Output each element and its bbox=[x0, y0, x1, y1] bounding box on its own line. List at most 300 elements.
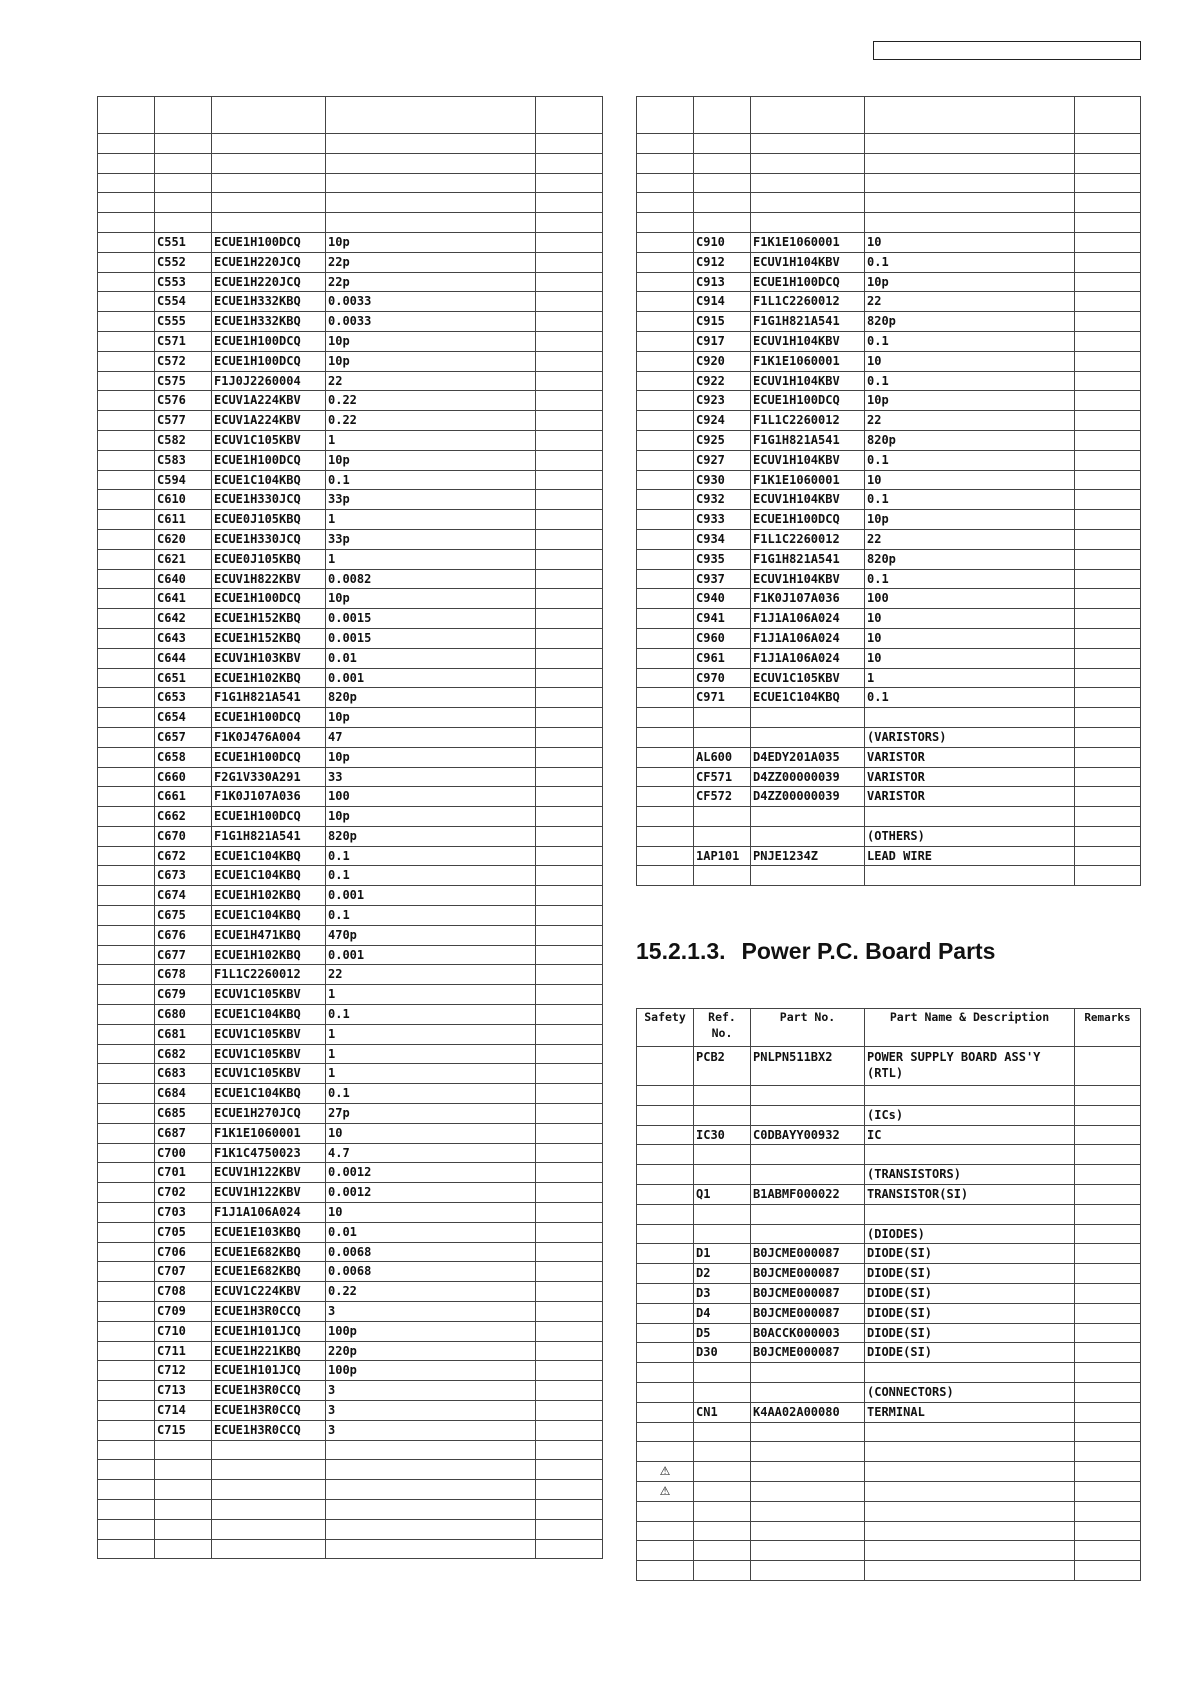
remarks-cell bbox=[536, 331, 603, 351]
safety-cell bbox=[637, 1422, 694, 1442]
remarks-cell bbox=[536, 1242, 603, 1262]
ref-no-cell: C662 bbox=[155, 807, 212, 827]
table-row bbox=[637, 569, 1141, 589]
table-row bbox=[637, 292, 1141, 312]
blank-cell bbox=[637, 213, 694, 233]
section-heading bbox=[636, 938, 995, 965]
table-row bbox=[98, 807, 603, 827]
remarks-cell bbox=[536, 985, 603, 1005]
table-row bbox=[637, 1382, 1141, 1402]
description-cell: 0.22 bbox=[326, 391, 536, 411]
safety-cell bbox=[637, 1244, 694, 1264]
blank-cell bbox=[98, 1460, 155, 1480]
remarks-cell bbox=[1075, 628, 1141, 648]
blank-cell bbox=[326, 1519, 536, 1539]
ref-no-cell: C644 bbox=[155, 648, 212, 668]
description-cell: 0.0012 bbox=[326, 1163, 536, 1183]
table-row bbox=[98, 1084, 603, 1104]
description-cell: 3 bbox=[326, 1302, 536, 1322]
ref-no-cell: 1AP101 bbox=[694, 846, 751, 866]
blank-row bbox=[637, 173, 1141, 193]
ref-no-cell: C643 bbox=[155, 628, 212, 648]
power-board-parts-table bbox=[636, 1008, 1141, 1581]
remarks-cell bbox=[1075, 787, 1141, 807]
description-cell: 1 bbox=[326, 1064, 536, 1084]
ref-no-cell: C682 bbox=[155, 1044, 212, 1064]
safety-cell bbox=[637, 1501, 694, 1521]
ref-no-cell: C940 bbox=[694, 589, 751, 609]
table-row bbox=[637, 450, 1141, 470]
description-cell: 0.22 bbox=[326, 1282, 536, 1302]
table-row bbox=[637, 1086, 1141, 1106]
safety-cell bbox=[98, 490, 155, 510]
safety-cell bbox=[98, 787, 155, 807]
blank-cell bbox=[536, 1440, 603, 1460]
safety-cell bbox=[98, 589, 155, 609]
remarks-cell bbox=[536, 1341, 603, 1361]
safety-cell bbox=[98, 1361, 155, 1381]
table-row bbox=[98, 1401, 603, 1421]
safety-cell bbox=[637, 1105, 694, 1125]
description-cell: 0.0082 bbox=[326, 569, 536, 589]
part-no-cell: D4ZZ00000039 bbox=[751, 787, 865, 807]
table-row bbox=[637, 1224, 1141, 1244]
table-row bbox=[98, 589, 603, 609]
table-row bbox=[637, 371, 1141, 391]
table-row bbox=[98, 1381, 603, 1401]
safety-cell bbox=[98, 826, 155, 846]
part-no-cell: F2G1V330A291 bbox=[212, 767, 326, 787]
description-cell: DIODE(SI) bbox=[865, 1343, 1075, 1363]
part-no-cell: ECUE1H100DCQ bbox=[751, 510, 865, 530]
safety-cell bbox=[98, 391, 155, 411]
safety-cell bbox=[637, 668, 694, 688]
ref-no-cell: D3 bbox=[694, 1283, 751, 1303]
remarks-cell bbox=[536, 312, 603, 332]
table-row bbox=[637, 391, 1141, 411]
part-no-cell: ECUE1H3R0CCQ bbox=[212, 1401, 326, 1421]
description-cell: 0.1 bbox=[865, 331, 1075, 351]
ref-no-cell: C611 bbox=[155, 510, 212, 530]
table-row bbox=[98, 490, 603, 510]
description-cell: DIODE(SI) bbox=[865, 1303, 1075, 1323]
part-no-cell: ECUV1C105KBV bbox=[212, 430, 326, 450]
safety-cell bbox=[98, 331, 155, 351]
safety-cell bbox=[98, 1104, 155, 1124]
safety-cell bbox=[637, 708, 694, 728]
part-no-cell: F1K1E1060001 bbox=[212, 1123, 326, 1143]
table-header-row bbox=[637, 97, 1141, 134]
table-row bbox=[637, 1264, 1141, 1284]
description-cell: 100p bbox=[326, 1321, 536, 1341]
table-row bbox=[98, 331, 603, 351]
blank-row bbox=[637, 213, 1141, 233]
table-row bbox=[637, 1541, 1141, 1561]
ref-no-cell: PCB2 bbox=[694, 1047, 751, 1086]
ref-no-cell: C673 bbox=[155, 866, 212, 886]
table-row bbox=[98, 1044, 603, 1064]
ref-no-cell bbox=[694, 866, 751, 886]
safety-cell bbox=[637, 688, 694, 708]
blank-cell bbox=[751, 213, 865, 233]
ref-no-cell: C970 bbox=[694, 668, 751, 688]
safety-cell bbox=[637, 351, 694, 371]
blank-cell bbox=[751, 134, 865, 154]
description-cell: 1 bbox=[865, 668, 1075, 688]
description-cell bbox=[865, 1363, 1075, 1383]
blank-cell bbox=[98, 173, 155, 193]
table-row bbox=[637, 1204, 1141, 1224]
table-row bbox=[98, 945, 603, 965]
header-remarks: Remarks bbox=[1075, 1009, 1141, 1047]
table-row bbox=[98, 1005, 603, 1025]
table-row bbox=[98, 1361, 603, 1381]
description-cell: 3 bbox=[326, 1381, 536, 1401]
safety-cell bbox=[98, 292, 155, 312]
part-no-cell: ECUE1E103KBQ bbox=[212, 1222, 326, 1242]
safety-cell bbox=[98, 708, 155, 728]
blank-cell bbox=[212, 1519, 326, 1539]
description-cell: 47 bbox=[326, 727, 536, 747]
safety-cell bbox=[98, 846, 155, 866]
table-row bbox=[637, 1481, 1141, 1501]
safety-cell bbox=[637, 807, 694, 827]
remarks-cell bbox=[536, 272, 603, 292]
part-no-cell: ECUE1H330JCQ bbox=[212, 490, 326, 510]
description-cell: VARISTOR bbox=[865, 787, 1075, 807]
description-cell: 22 bbox=[326, 965, 536, 985]
header-cell bbox=[155, 97, 212, 134]
description-cell: 1 bbox=[326, 510, 536, 530]
table-row bbox=[637, 826, 1141, 846]
part-no-cell: D4ZZ00000039 bbox=[751, 767, 865, 787]
description-cell: 10p bbox=[326, 351, 536, 371]
safety-cell bbox=[637, 1204, 694, 1224]
table-row bbox=[637, 609, 1141, 629]
ref-no-cell bbox=[694, 1224, 751, 1244]
description-cell: 1 bbox=[326, 549, 536, 569]
remarks-cell bbox=[1075, 272, 1141, 292]
table-row bbox=[98, 906, 603, 926]
blank-cell bbox=[637, 153, 694, 173]
safety-cell bbox=[98, 1341, 155, 1361]
ref-no-cell: C572 bbox=[155, 351, 212, 371]
ref-no-cell: C711 bbox=[155, 1341, 212, 1361]
blank-cell bbox=[212, 1539, 326, 1559]
safety-cell bbox=[98, 371, 155, 391]
ref-no-cell: C708 bbox=[155, 1282, 212, 1302]
remarks-cell bbox=[1075, 708, 1141, 728]
ref-no-cell: C709 bbox=[155, 1302, 212, 1322]
blank-cell bbox=[98, 1480, 155, 1500]
description-cell: 0.1 bbox=[326, 846, 536, 866]
header-cell bbox=[751, 97, 865, 134]
header-cell bbox=[326, 97, 536, 134]
ref-no-cell: C620 bbox=[155, 529, 212, 549]
ref-no-cell: C654 bbox=[155, 708, 212, 728]
safety-cell bbox=[637, 866, 694, 886]
blank-cell bbox=[536, 153, 603, 173]
safety-cell bbox=[98, 510, 155, 530]
blank-cell bbox=[98, 213, 155, 233]
ref-no-cell: C707 bbox=[155, 1262, 212, 1282]
ref-no-cell: C651 bbox=[155, 668, 212, 688]
ref-no-cell: CN1 bbox=[694, 1402, 751, 1422]
table-row bbox=[98, 648, 603, 668]
ref-no-cell: C554 bbox=[155, 292, 212, 312]
safety-cell bbox=[98, 1282, 155, 1302]
part-no-cell: F1J1A106A024 bbox=[751, 609, 865, 629]
ref-no-cell: C583 bbox=[155, 450, 212, 470]
part-no-cell: F1L1C2260012 bbox=[751, 292, 865, 312]
blank-cell bbox=[536, 213, 603, 233]
header-part-no: Part No. bbox=[751, 1009, 865, 1047]
blank-cell bbox=[212, 134, 326, 154]
part-no-cell: ECUV1A224KBV bbox=[212, 391, 326, 411]
ref-no-cell bbox=[694, 1422, 751, 1442]
table-row bbox=[98, 1242, 603, 1262]
header-cell bbox=[536, 97, 603, 134]
remarks-cell bbox=[1075, 232, 1141, 252]
description-cell: VARISTOR bbox=[865, 747, 1075, 767]
part-no-cell: ECUV1C105KBV bbox=[751, 668, 865, 688]
safety-cell bbox=[98, 1302, 155, 1322]
part-no-cell: ECUV1H104KBV bbox=[751, 450, 865, 470]
table-row bbox=[98, 312, 603, 332]
safety-cell bbox=[98, 747, 155, 767]
ref-no-cell: C705 bbox=[155, 1222, 212, 1242]
description-cell: (VARISTORS) bbox=[865, 727, 1075, 747]
table-row bbox=[637, 1422, 1141, 1442]
blank-cell bbox=[155, 193, 212, 213]
blank-cell bbox=[155, 1480, 212, 1500]
description-cell: 0.1 bbox=[865, 371, 1075, 391]
table-row bbox=[637, 1363, 1141, 1383]
blank-cell bbox=[98, 1499, 155, 1519]
part-no-cell: ECUE1H471KBQ bbox=[212, 925, 326, 945]
table-row bbox=[98, 866, 603, 886]
table-row bbox=[637, 252, 1141, 272]
remarks-cell bbox=[536, 787, 603, 807]
part-no-cell: C0DBAYY00932 bbox=[751, 1125, 865, 1145]
description-cell: 0.0015 bbox=[326, 609, 536, 629]
part-no-cell: F1K0J476A004 bbox=[212, 727, 326, 747]
part-no-cell: F1J0J2260004 bbox=[212, 371, 326, 391]
ref-no-cell: C642 bbox=[155, 609, 212, 629]
description-cell bbox=[865, 1442, 1075, 1462]
remarks-cell bbox=[536, 1044, 603, 1064]
description-cell: 0.001 bbox=[326, 668, 536, 688]
ref-no-cell: C923 bbox=[694, 391, 751, 411]
safety-cell bbox=[637, 1541, 694, 1561]
description-cell: 22 bbox=[865, 529, 1075, 549]
part-no-cell: ECUE1E682KBQ bbox=[212, 1242, 326, 1262]
remarks-cell bbox=[1075, 549, 1141, 569]
safety-cell bbox=[637, 1323, 694, 1343]
table-row bbox=[637, 1521, 1141, 1541]
blank-cell bbox=[155, 1519, 212, 1539]
description-cell: 0.0033 bbox=[326, 312, 536, 332]
remarks-cell bbox=[536, 945, 603, 965]
table-row bbox=[98, 272, 603, 292]
blank-cell bbox=[694, 173, 751, 193]
ref-no-cell bbox=[694, 1481, 751, 1501]
safety-cell bbox=[98, 628, 155, 648]
blank-cell bbox=[637, 134, 694, 154]
table-row bbox=[98, 668, 603, 688]
part-no-cell: ECUE1H3R0CCQ bbox=[212, 1381, 326, 1401]
table-row bbox=[637, 1501, 1141, 1521]
part-no-cell: ECUV1C105KBV bbox=[212, 1064, 326, 1084]
table-row bbox=[637, 1303, 1141, 1323]
part-no-cell: ECUE1C104KBQ bbox=[751, 688, 865, 708]
blank-cell bbox=[326, 1460, 536, 1480]
part-no-cell: ECUV1H104KBV bbox=[751, 331, 865, 351]
table-row bbox=[637, 589, 1141, 609]
table-row bbox=[98, 1262, 603, 1282]
ref-no-cell bbox=[694, 1363, 751, 1383]
header-ref-no: Ref. No. bbox=[694, 1009, 751, 1047]
safety-cell bbox=[98, 1143, 155, 1163]
part-no-cell bbox=[751, 1521, 865, 1541]
ref-no-cell: IC30 bbox=[694, 1125, 751, 1145]
blank-row bbox=[98, 1440, 603, 1460]
part-no-cell bbox=[751, 1363, 865, 1383]
remarks-cell bbox=[1075, 430, 1141, 450]
description-cell: 220p bbox=[326, 1341, 536, 1361]
ref-no-cell: C680 bbox=[155, 1005, 212, 1025]
table-row bbox=[98, 1302, 603, 1322]
remarks-cell bbox=[536, 1361, 603, 1381]
blank-cell bbox=[326, 134, 536, 154]
remarks-cell bbox=[536, 292, 603, 312]
blank-cell bbox=[155, 1499, 212, 1519]
description-cell: 22p bbox=[326, 272, 536, 292]
description-cell: 33p bbox=[326, 490, 536, 510]
remarks-cell bbox=[1075, 1047, 1141, 1086]
description-cell: 1 bbox=[326, 1044, 536, 1064]
description-cell: DIODE(SI) bbox=[865, 1264, 1075, 1284]
table-row bbox=[98, 1222, 603, 1242]
part-no-cell: F1K0J107A036 bbox=[212, 787, 326, 807]
part-no-cell: F1K1E1060001 bbox=[751, 351, 865, 371]
remarks-cell bbox=[1075, 1105, 1141, 1125]
remarks-cell bbox=[536, 529, 603, 549]
ref-no-cell: C913 bbox=[694, 272, 751, 292]
safety-cell bbox=[637, 371, 694, 391]
description-cell: 10 bbox=[865, 232, 1075, 252]
table-row bbox=[637, 688, 1141, 708]
part-no-cell: ECUE1H220JCQ bbox=[212, 252, 326, 272]
description-cell bbox=[865, 1204, 1075, 1224]
remarks-cell bbox=[536, 767, 603, 787]
remarks-cell bbox=[536, 391, 603, 411]
blank-cell bbox=[212, 193, 326, 213]
header-cell bbox=[1075, 97, 1141, 134]
ref-no-cell: C676 bbox=[155, 925, 212, 945]
remarks-cell bbox=[536, 846, 603, 866]
remarks-cell bbox=[536, 1381, 603, 1401]
remarks-cell bbox=[536, 1420, 603, 1440]
description-cell: 4.7 bbox=[326, 1143, 536, 1163]
description-cell bbox=[865, 1501, 1075, 1521]
description-cell: 1 bbox=[326, 430, 536, 450]
description-cell: VARISTOR bbox=[865, 767, 1075, 787]
blank-cell bbox=[751, 153, 865, 173]
remarks-cell bbox=[1075, 688, 1141, 708]
ref-no-cell: C685 bbox=[155, 1104, 212, 1124]
part-no-cell: ECUE1H100DCQ bbox=[212, 747, 326, 767]
table-row bbox=[637, 866, 1141, 886]
safety-cell bbox=[637, 391, 694, 411]
table-row bbox=[637, 668, 1141, 688]
ref-no-cell bbox=[694, 1501, 751, 1521]
warning-triangle-icon: ⚠ bbox=[659, 1464, 671, 1479]
blank-cell bbox=[1075, 213, 1141, 233]
part-no-cell bbox=[751, 807, 865, 827]
part-no-cell: ECUE1H101JCQ bbox=[212, 1321, 326, 1341]
ref-no-cell: C660 bbox=[155, 767, 212, 787]
ref-no-cell: C621 bbox=[155, 549, 212, 569]
ref-no-cell: C713 bbox=[155, 1381, 212, 1401]
safety-cell bbox=[637, 292, 694, 312]
safety-cell bbox=[98, 807, 155, 827]
description-cell: 0.01 bbox=[326, 648, 536, 668]
table-row bbox=[98, 628, 603, 648]
part-no-cell bbox=[751, 708, 865, 728]
blank-cell bbox=[536, 1480, 603, 1500]
remarks-cell bbox=[1075, 609, 1141, 629]
remarks-cell bbox=[536, 925, 603, 945]
part-no-cell: ECUE1H152KBQ bbox=[212, 628, 326, 648]
safety-cell bbox=[98, 925, 155, 945]
remarks-cell bbox=[1075, 747, 1141, 767]
table-row bbox=[637, 1184, 1141, 1204]
description-cell: 10 bbox=[326, 1203, 536, 1223]
ref-no-cell bbox=[694, 807, 751, 827]
remarks-cell bbox=[1075, 510, 1141, 530]
part-no-cell: F1G1H821A541 bbox=[751, 549, 865, 569]
table-row bbox=[98, 371, 603, 391]
part-no-cell: ECUE1E682KBQ bbox=[212, 1262, 326, 1282]
remarks-cell bbox=[536, 430, 603, 450]
safety-cell bbox=[98, 906, 155, 926]
part-no-cell: ECUE1H101JCQ bbox=[212, 1361, 326, 1381]
table-row bbox=[98, 925, 603, 945]
remarks-cell bbox=[1075, 1125, 1141, 1145]
blank-cell bbox=[326, 213, 536, 233]
table-row bbox=[98, 411, 603, 431]
description-cell: 820p bbox=[326, 688, 536, 708]
blank-cell bbox=[1075, 134, 1141, 154]
part-no-cell: ECUV1H122KBV bbox=[212, 1183, 326, 1203]
safety-cell bbox=[637, 252, 694, 272]
safety-cell bbox=[637, 549, 694, 569]
part-no-cell: ECUE1H221KBQ bbox=[212, 1341, 326, 1361]
section-title: Power P.C. Board Parts bbox=[741, 938, 996, 964]
safety-cell bbox=[98, 1064, 155, 1084]
blank-row bbox=[98, 1460, 603, 1480]
remarks-cell bbox=[536, 866, 603, 886]
ref-no-cell: C658 bbox=[155, 747, 212, 767]
remarks-cell bbox=[536, 1203, 603, 1223]
table-row bbox=[98, 292, 603, 312]
table-row bbox=[637, 1462, 1141, 1482]
part-no-cell: ECUE0J105KBQ bbox=[212, 549, 326, 569]
safety-cell bbox=[637, 1303, 694, 1323]
ref-no-cell: C912 bbox=[694, 252, 751, 272]
ref-no-cell: C683 bbox=[155, 1064, 212, 1084]
